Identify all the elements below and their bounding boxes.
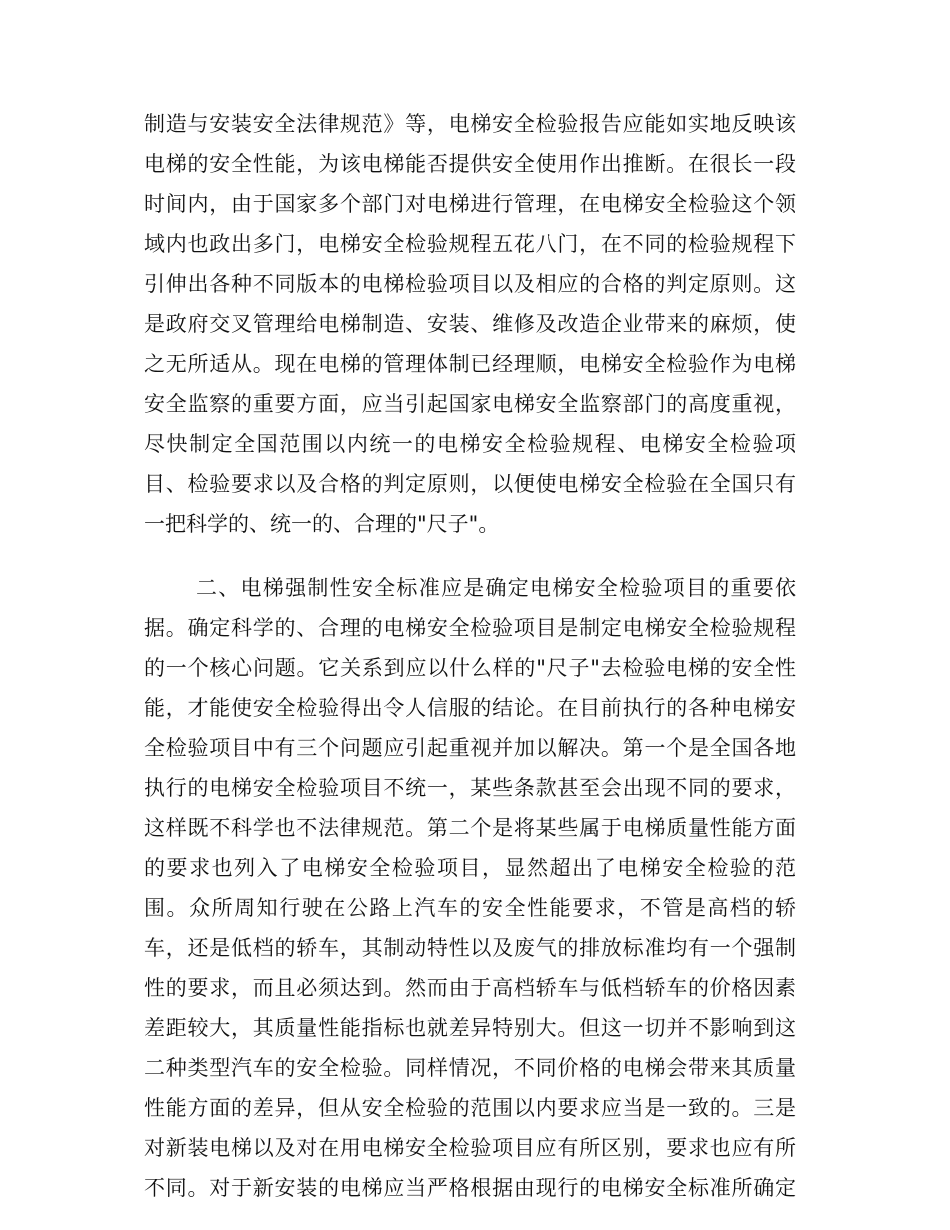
text-line: 安全监察的重要方面，应当引起国家电梯安全监察部门的高度重视， — [144, 392, 796, 416]
text-line: 不同。对于新安装的电梯应当严格根据由现行的电梯安全标准所确定 — [144, 1176, 796, 1200]
text-line: 差距较大，其质量性能指标也就差异特别大。但这一切并不影响到这 — [144, 1016, 796, 1040]
text-line: 据。确定科学的、合理的电梯安全检验项目是制定电梯安全检验规程 — [144, 616, 796, 640]
text-line: 之无所适从。现在电梯的管理体制已经理顺，电梯安全检验作为电梯 — [144, 352, 796, 376]
text-line: 时间内，由于国家多个部门对电梯进行管理，在电梯安全检验这个领 — [144, 192, 796, 216]
text-line: 电梯的安全性能，为该电梯能否提供安全使用作出推断。在很长一段 — [144, 152, 796, 176]
text-line: 性能方面的差异，但从安全检验的范围以内要求应当是一致的。三是 — [144, 1096, 796, 1120]
text-line: 引伸出各种不同版本的电梯检验项目以及相应的合格的判定原则。这 — [144, 272, 796, 296]
text-line: 的一个核心问题。它关系到应以什么样的"尺子"去检验电梯的安全性 — [144, 656, 796, 680]
text-line: 车，还是低档的轿车，其制动特性以及废气的排放标准均有一个强制 — [144, 936, 796, 960]
text-line: 的要求也列入了电梯安全检验项目，显然超出了电梯安全检验的范 — [144, 856, 796, 880]
text-line: 目、检验要求以及合格的判定原则，以便使电梯安全检验在全国只有 — [144, 472, 796, 496]
text-line: 尽快制定全国范围以内统一的电梯安全检验规程、电梯安全检验项 — [144, 432, 796, 456]
text-line: 这样既不科学也不法律规范。第二个是将某些属于电梯质量性能方面 — [144, 816, 796, 840]
text-line: 域内也政出多门，电梯安全检验规程五花八门，在不同的检验规程下 — [144, 232, 796, 256]
text-line: 一把科学的、统一的、合理的"尺子"。 — [144, 512, 500, 536]
text-line: 制造与安装安全法律规范》等，电梯安全检验报告应能如实地反映该 — [144, 112, 796, 136]
text-line: 二种类型汽车的安全检验。同样情况，不同价格的电梯会带来其质量 — [144, 1056, 796, 1080]
text-line: 围。众所周知行驶在公路上汽车的安全性能要求，不管是高档的轿 — [144, 896, 796, 920]
text-line: 能，才能使安全检验得出令人信服的结论。在目前执行的各种电梯安 — [144, 696, 796, 720]
text-line: 对新装电梯以及对在用电梯安全检验项目应有所区别，要求也应有所 — [144, 1136, 796, 1160]
text-line: 全检验项目中有三个问题应引起重视并加以解决。第一个是全国各地 — [144, 736, 796, 760]
text-line: 是政府交叉管理给电梯制造、安装、维修及改造企业带来的麻烦，使 — [144, 312, 796, 336]
text-line: 执行的电梯安全检验项目不统一，某些条款甚至会出现不同的要求， — [144, 776, 796, 800]
text-line: 二、电梯强制性安全标准应是确定电梯安全检验项目的重要依 — [196, 576, 796, 600]
text-line: 性的要求，而且必须达到。然而由于高档轿车与低档轿车的价格因素 — [144, 976, 796, 1000]
